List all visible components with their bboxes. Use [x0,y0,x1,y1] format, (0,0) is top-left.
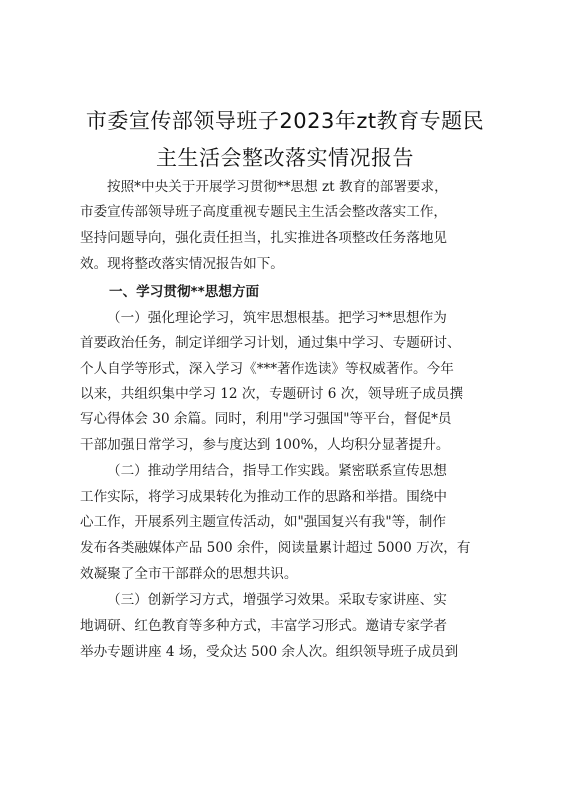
body-line: 市委宣传部领导班子高度重视专题民主生活会整改落实工作， [80,204,448,220]
body-line: 坚持问题导向，强化责任担当，扎实推进各项整改任务落地见 [80,230,448,246]
body-line: 举办专题讲座 4 场，受众达 500 余人次。组织领导班子成员到 [80,644,459,660]
body-line: 首要政治任务，制定详细学习计划，通过集中学习、专题研讨、 [80,335,461,351]
body-line: 个人自学等形式，深入学习《***著作选读》等权威著作。今年 [80,361,454,377]
body-line: （三）创新学习方式，增强学习效果。采取专家讲座、实 [107,592,447,608]
body-line: 写心得体会 30 余篇。同时，利用"学习强国"等平台，督促*员 [80,411,452,427]
body-line: 心工作，开展系列主题宣传活动，如"强国复兴有我"等，制作 [80,514,446,530]
body-line: 按照*中央关于开展学习贯彻**思想 zt 教育的部署要求， [107,179,448,195]
body-line: 发布各类融媒体产品 500 余件，阅读量累计超过 5000 万次，有 [80,540,471,556]
body-line: 效凝聚了全市干部群众的思想共识。 [80,566,298,582]
body-line: （二）推动学用结合，指导工作实践。紧密联系宣传思想 [107,463,447,479]
document-title-line-2: 主生活会整改落实情况报告 [156,146,414,170]
body-line: 工作实际，将学习成果转化为推动工作的思路和举措。围绕中 [80,489,448,505]
body-line: 地调研、红色教育等多种方式，丰富学习形式。邀请专家学者 [80,618,448,634]
body-line: （一）强化理论学习，筑牢思想根基。把学习**思想作为 [107,310,447,326]
body-line: 干部加强日常学习，参与度达到 100%，人均积分显著提升。 [80,437,450,453]
section-heading: 一、学习贯彻**思想方面 [109,284,260,300]
document-title-line-1: 市委宣传部领导班子2023年zt教育专题民 [85,109,485,133]
body-line: 效。现将整改落实情况报告如下。 [80,256,284,272]
body-line: 以来，共组织集中学习 12 次，专题研讨 6 次，领导班子成员撰 [80,386,464,402]
